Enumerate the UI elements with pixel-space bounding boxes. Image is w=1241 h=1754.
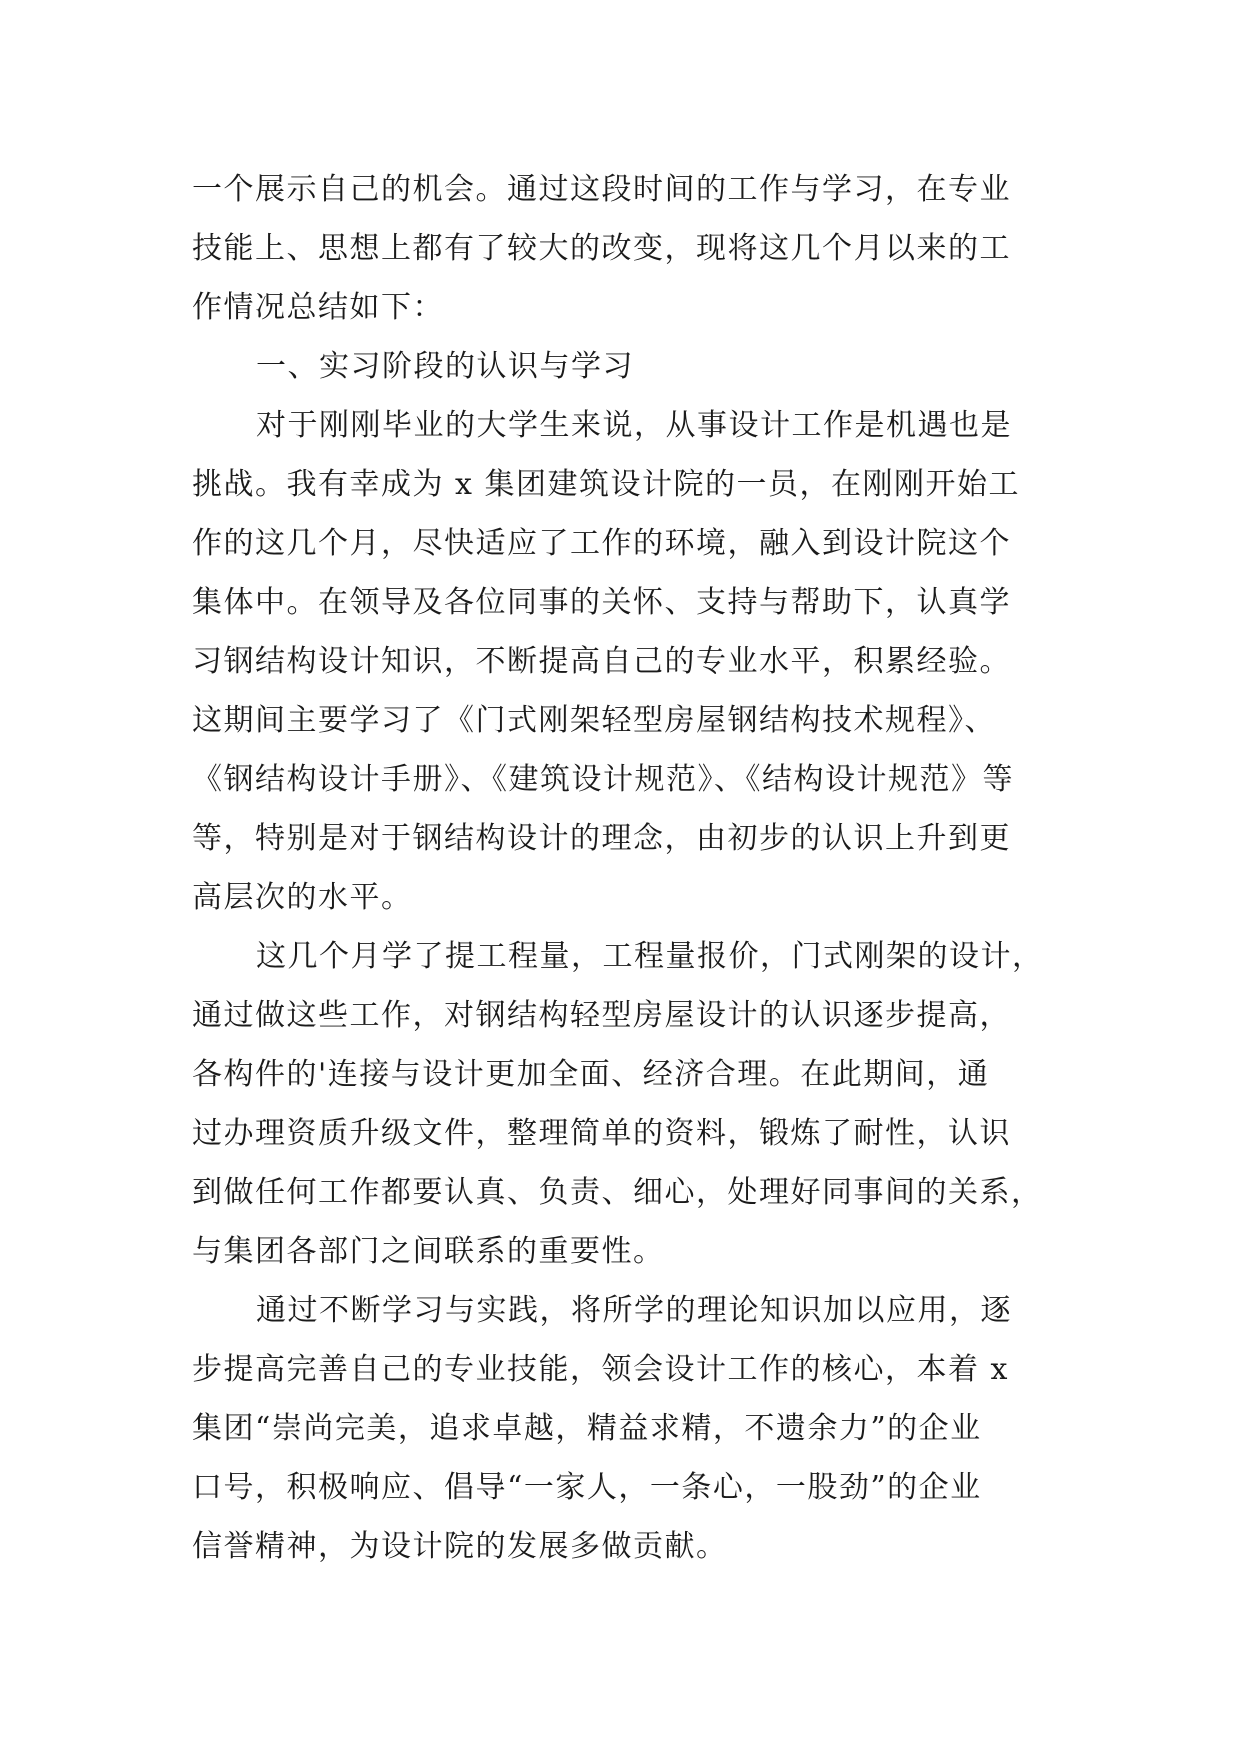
body-text-line: 作的这几个月，尽快适应了工作的环境，融入到设计院这个 — [192, 526, 1011, 561]
body-text-line: 技能上、思想上都有了较大的改变，现将这几个月以来的工 — [192, 231, 1011, 266]
body-text-line: 与集团各部门之间联系的重要性。 — [192, 1234, 665, 1269]
body-text-line: 等，特别是对于钢结构设计的理念，由初步的认识上升到更 — [192, 821, 1011, 856]
body-text-line: 集体中。在领导及各位同事的关怀、支持与帮助下，认真学 — [192, 585, 1011, 620]
body-text-line: 各构件的'连接与设计更加全面、经济合理。在此期间，通 — [192, 1057, 990, 1092]
body-text-line: 《钢结构设计手册》、《建筑设计规范》、《结构设计规范》等 — [192, 762, 1014, 797]
body-text-line: 集团“崇尚完美，追求卓越，精益求精，不遗余力”的企业 — [192, 1411, 982, 1446]
body-text-line: 通过做这些工作，对钢结构轻型房屋设计的认识逐步提高， — [192, 998, 1011, 1033]
body-text-line: 一个展示自己的机会。通过这段时间的工作与学习，在专业 — [192, 172, 1011, 207]
body-text-line: 对于刚刚毕业的大学生来说，从事设计工作是机遇也是 — [256, 408, 1012, 443]
body-text-line: 挑战。我有幸成为 x 集团建筑设计院的一员，在刚刚开始工 — [192, 467, 1020, 502]
body-text-line: 步提高完善自己的专业技能，领会设计工作的核心，本着 x — [192, 1352, 1009, 1387]
body-text-line: 习钢结构设计知识，不断提高自己的专业水平，积累经验。 — [192, 644, 1011, 679]
body-text-line: 通过不断学习与实践，将所学的理论知识加以应用，逐 — [256, 1293, 1012, 1328]
body-text-line: 作情况总结如下： — [192, 290, 444, 325]
body-text-line: 口号，积极响应、倡导“一家人，一条心，一股劲”的企业 — [192, 1470, 982, 1505]
body-text-line: 到做任何工作都要认真、负责、细心，处理好同事间的关系， — [192, 1175, 1043, 1210]
body-text-line: 这期间主要学习了《门式刚架轻型房屋钢结构技术规程》、 — [192, 703, 996, 738]
body-text-line: 信誉精神，为设计院的发展多做贡献。 — [192, 1529, 728, 1564]
section-heading: 一、实习阶段的认识与学习 — [256, 349, 634, 384]
document-body — [192, 160, 1062, 1576]
body-text-line: 高层次的水平。 — [192, 880, 413, 915]
body-text-line: 这几个月学了提工程量，工程量报价，门式刚架的设计， — [256, 939, 1044, 974]
body-text-line: 过办理资质升级文件，整理简单的资料，锻炼了耐性，认识 — [192, 1116, 1011, 1151]
